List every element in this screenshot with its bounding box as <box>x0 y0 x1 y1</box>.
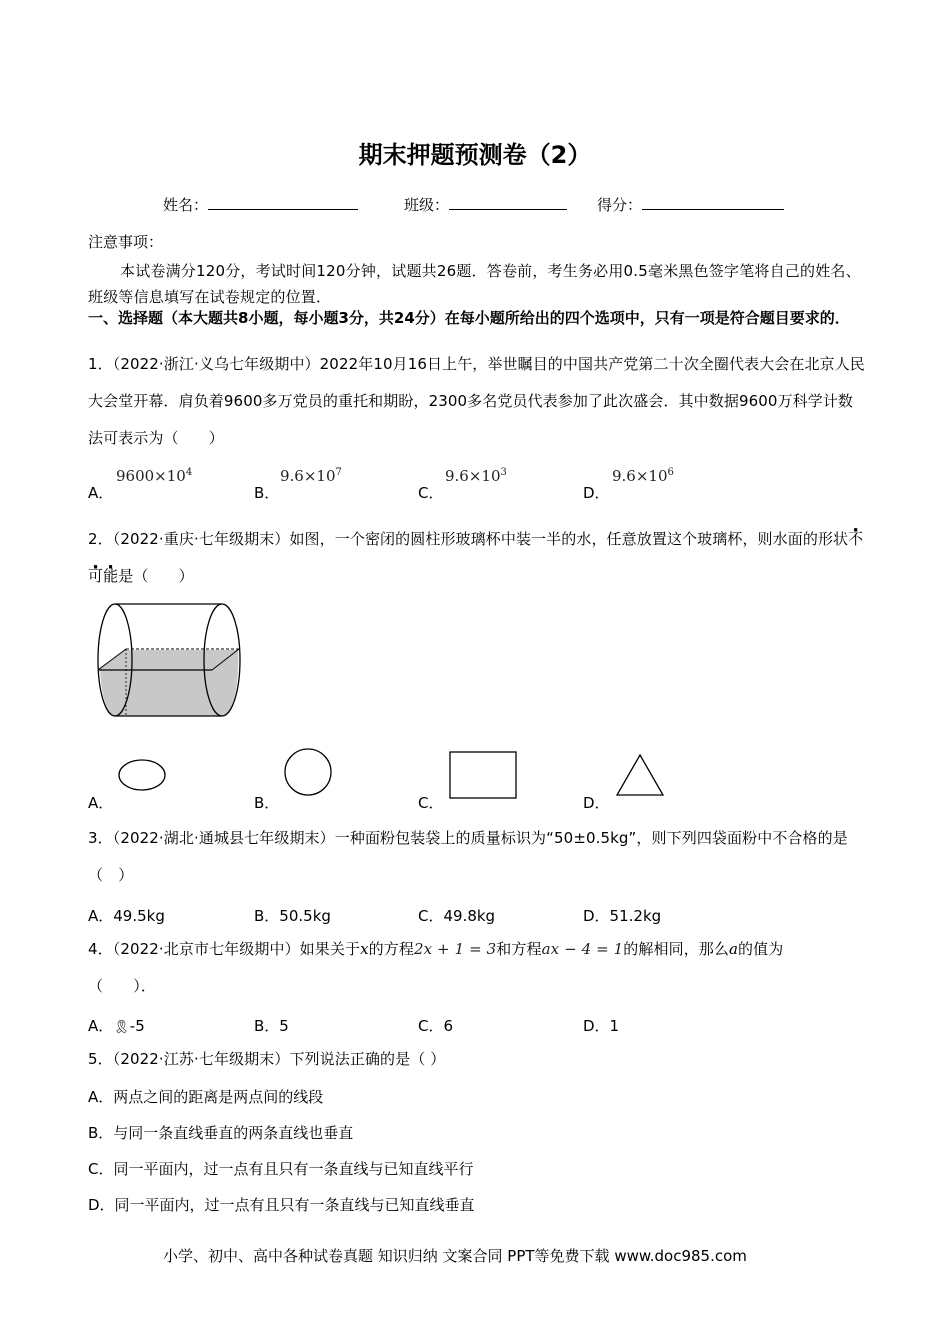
q5-option-b[interactable]: B．与同一条直线垂直的两条直线也垂直 <box>88 1124 354 1142</box>
q4-option-b[interactable]: B．5 <box>254 1017 289 1035</box>
ribbon-icon: 🎗 <box>113 1020 130 1035</box>
q1-option-a-formula: $9600\times 10^4$ <box>116 467 193 485</box>
q3-option-c[interactable]: C．49.8kg <box>418 907 496 925</box>
q1-option-a[interactable]: A． <box>88 484 114 502</box>
triangle-shape <box>614 752 666 798</box>
q4-option-a[interactable]: A．🎗-5 <box>88 1017 145 1035</box>
cylinder-figure <box>90 602 245 722</box>
var-a: a <box>729 940 739 958</box>
var-x: x <box>360 940 369 958</box>
emph-char-1: 不 <box>848 530 864 548</box>
q4-option-c[interactable]: C．6 <box>418 1017 454 1035</box>
q1-option-d-formula: $9.6\times 10^6$ <box>612 467 674 485</box>
q1-option-b[interactable]: B． <box>254 484 280 502</box>
equation-2: ax − 4 = 1 <box>541 940 624 958</box>
score-blank[interactable] <box>642 195 784 210</box>
question-3: 3．（2022·湖北·通城县七年级期末）一种面粉包装袋上的质量标识为“50±0.5kg”，则下列四袋面粉中不合格的是（ ） <box>88 829 848 884</box>
q2-option-b[interactable]: B． <box>254 794 280 812</box>
q5-option-c[interactable]: C．同一平面内，过一点有且只有一条直线与已知直线平行 <box>88 1160 474 1178</box>
notice-heading: 注意事项： <box>88 233 164 251</box>
question-2: 2．（2022·重庆·七年级期末）如图，一个密闭的圆柱形玻璃杯中装一半的水，任意放置这个玻璃杯，则水面的形状不可能是（ ） <box>88 530 864 585</box>
question-1: 1．（2022·浙江·义乌七年级期中）2022年10月16日上午，举世瞩目的中国共产党第二十次全圈代表大会在北京人民大会堂开幕．肩负着9600多万党员的重托和期盼，2300多名党员代表参加了此次盛会．其中数据9600万科学计数法可表示为（ ） <box>88 355 865 447</box>
class-blank[interactable] <box>449 195 567 210</box>
section-heading: 一、选择题（本大题共8小题，每小题3分，共24分）在每小题所给出的四个选项中，只有一项是符合题目要求的． <box>88 309 850 327</box>
q2-option-a[interactable]: A． <box>88 794 114 812</box>
q5-option-a[interactable]: A．两点之间的距离是两点间的线段 <box>88 1088 324 1106</box>
emph-char-2: 可 <box>88 567 104 585</box>
question-5: 5．（2022·江苏·七年级期末）下列说法正确的是（ ） <box>88 1050 446 1068</box>
q5-option-d[interactable]: D．同一平面内，过一点有且只有一条直线与已知直线垂直 <box>88 1196 475 1214</box>
name-field[interactable] <box>163 194 358 215</box>
q1-option-d[interactable]: D． <box>583 484 610 502</box>
page-footer: 小学、初中、高中各种试卷真题 知识归纳 文案合同 PPT等免费下载 www.doc985.com <box>163 1247 747 1265</box>
q3-option-a[interactable]: A．49.5kg <box>88 907 165 925</box>
q3-option-d[interactable]: D．51.2kg <box>583 907 662 925</box>
circle-shape <box>282 746 334 798</box>
notice-body: 本试卷满分120分，考试时间120分钟，试题共26题．答卷前，考生务必用0.5毫米黑色签字笔将自己的姓名、班级等信息填写在试卷规定的位置． <box>88 262 861 306</box>
page-title: 期末押题预测卷（2） <box>358 141 592 169</box>
rectangle-shape <box>448 750 520 800</box>
question-4: 4．（2022·北京市七年级期中）如果关于x的方程2x + 1 = 3和方程ax − 4 = 1的解相同，那么a的值为 （ ）． <box>88 940 784 995</box>
q2-option-c[interactable]: C． <box>418 794 444 812</box>
score-field[interactable] <box>597 194 784 215</box>
emph-char-3: 能 <box>103 567 119 585</box>
q4-option-d[interactable]: D．1 <box>583 1017 620 1035</box>
equation-1: 2x + 1 = 3 <box>413 940 497 958</box>
q1-option-c[interactable]: C． <box>418 484 444 502</box>
q1-option-c-formula: $9.6\times 10^3$ <box>445 467 507 485</box>
name-blank[interactable] <box>208 195 358 210</box>
q1-option-b-formula: $9.6\times 10^7$ <box>280 467 342 485</box>
score-label: 得分： <box>597 196 643 214</box>
class-label: 班级： <box>404 196 450 214</box>
q2-option-d[interactable]: D． <box>583 794 610 812</box>
q3-option-b[interactable]: B．50.5kg <box>254 907 331 925</box>
class-field[interactable] <box>404 194 567 215</box>
name-label: 姓名： <box>163 196 209 214</box>
ellipse-shape <box>116 757 168 793</box>
